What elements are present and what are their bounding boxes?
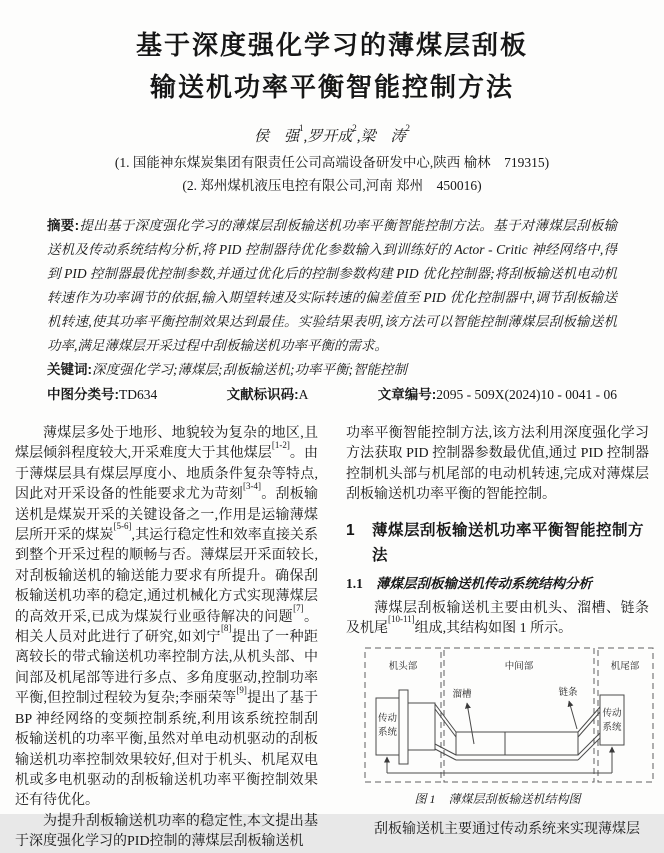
chain-pointer-arrow <box>569 701 577 729</box>
doc-code-value: A <box>298 387 309 402</box>
section-1-title: 薄煤层刮板输送机功率平衡智能控制方法 <box>372 521 645 564</box>
section-1-number: 1 <box>346 521 356 539</box>
chain-line <box>435 709 456 737</box>
affiliation-1: (1. 国能神东煤炭集团有限责任公司高端设备研发中心,陕西 榆林 719315) <box>114 155 550 170</box>
tail-drive-label-1: 传动 <box>602 709 622 720</box>
chain-line <box>435 749 456 760</box>
chain-line <box>578 738 600 760</box>
clc-field <box>47 383 157 407</box>
doc-code-field <box>227 383 309 407</box>
chain-label: 链条 <box>558 688 578 699</box>
affiliation-2: (2. 郑州煤机液压电控有限公司,河南 郑州 450016) <box>182 178 482 193</box>
chain-line <box>578 712 600 737</box>
section-1-1-paragraph: 薄煤层刮板输送机主要由机头、溜槽、链条及机尾[10-11]组成,其结构如图 1 所示。 <box>346 600 649 637</box>
authors-line: 侯 强$^1$,罗开成$^2$,梁 涛$^2$ <box>253 122 411 145</box>
head-drive-label-1: 传动 <box>377 714 398 725</box>
paper-title-line-1: 基于深度强化学习的薄煤层刮板 <box>135 30 528 60</box>
section-1-1-title: 薄煤层刮板输送机传动系统结构分析 <box>376 575 592 591</box>
clc-value: TD634 <box>119 387 158 402</box>
article-number-field <box>378 383 617 407</box>
figure-caption-number: 图 1 <box>414 792 436 807</box>
chain-line <box>578 733 600 755</box>
right-column <box>346 424 649 853</box>
paper-title-line-2: 输送机功率平衡智能控制方法 <box>149 72 514 102</box>
head-sprocket-block <box>408 703 435 750</box>
intro-paragraph-1: 薄煤层多处于地形、地貌较为复杂的地区,且煤层倾斜程度较大,开采难度大于其他煤层[1-2]。由于薄煤层具有煤层厚度小、地质条件复杂等特点,因此对开采设备的性能要求尤为苛刻[3-4]。刮板输送机是煤炭开采的关键设备之一,作用是运输薄煤层所开采的煤炭[5-6],其运行稳定性和效率直接关系到整个开采过程的顺畅与否。薄煤层开采面较长,对刮板输送机的输送能力要求有所提升。确保刮板输送机功率的稳定,通过机械化方式实现薄煤层的高效开采,已成为煤炭行业亟待解决的问题[7]。相关人员对此进行了研究,如刘宁[8]提出了一种距离较长的带式输送机功率控制方法,从机头部、中间部及机尾部等进行多点、多角度驱动,控制功率平衡,但控制过程较为复杂;李丽荣等[9]提出了基于 BP 神经网络的变频控制系统,利用该系统控制刮板输送机的功率平衡,虽然对单电动机驱动的刮板输送机功率控制效果较好,但对于机头、机尾双电机或多电机驱动的刮板输送机功率平衡控制效果还有待优化。 <box>15 426 319 809</box>
section-1-1-heading <box>346 573 649 595</box>
chute-label: 溜槽 <box>452 690 472 701</box>
abstract-label: 摘要: <box>47 218 80 233</box>
head-drive-box <box>376 698 399 755</box>
abstract-paragraph <box>47 214 617 358</box>
clc-label: 中图分类号: <box>47 387 119 402</box>
paper-title <box>15 24 649 108</box>
head-section-label: 机头部 <box>388 662 418 673</box>
conveyor-structure-figure <box>346 646 649 808</box>
figure-caption-text: 薄煤层刮板输送机结构图 <box>448 792 581 807</box>
closing-paragraph: 刮板输送机主要通过传动系统来实现薄煤层 <box>374 822 640 838</box>
section-1-heading <box>346 518 649 568</box>
affiliations <box>15 151 649 197</box>
chain-line <box>578 707 600 732</box>
figure-caption <box>346 790 649 808</box>
tail-drive-label-2: 系统 <box>602 723 622 734</box>
intro-paragraph-2: 为提升刮板输送机功率的稳定性,本文提出基于深度强化学习的PID控制的薄煤层刮板输送机 <box>15 813 318 850</box>
article-number-value: 2095 - 509X(2024)10 - 0041 - 06 <box>436 387 617 402</box>
middle-section-label: 中间部 <box>504 662 534 673</box>
keywords-text: 深度强化学习;薄煤层;刮板输送机;功率平衡;智能控制 <box>92 362 407 377</box>
head-shaft <box>399 690 408 764</box>
classification-line <box>47 383 617 407</box>
section-1-1-number: 1.1 <box>346 575 363 591</box>
two-column-body <box>15 424 649 853</box>
conveyor-structure-diagram <box>346 646 656 786</box>
tail-drive-box <box>600 695 624 745</box>
keywords-line <box>47 358 617 382</box>
tail-section-label: 机尾部 <box>610 662 640 673</box>
front-matter-block <box>47 214 617 407</box>
left-column <box>15 424 318 853</box>
chain-line <box>435 704 456 732</box>
head-drive-label-2: 系统 <box>377 728 398 739</box>
keywords-label: 关键词: <box>47 362 92 377</box>
abstract-text: 提出基于深度强化学习的薄煤层刮板输送机功率平衡智能控制方法。基于对薄煤层刮板输送机及传动系统结构分析,将 PID 控制器待优化参数输入到训练好的 Actor - Critic 神经网络中,得到 PID 控制器最优控制参数,并通过优化后的控制参数构建 PID 优化控制器;将刮板输送机电动机转速作为功率调节的依据,输入期望转速及实际转速的偏差值至 PID 优化控制器中,调节刮板输送机转速,使其功率平衡控制效果达到最佳。实验结果表明,该方法可以智能控制薄煤层刮板输送机功率,满足薄煤层开采过程中刮板输送机功率平衡的需求。 <box>47 218 618 353</box>
intro-paragraph-2-continued: 功率平衡智能控制方法,该方法利用深度强化学习方法获取 PID 控制器参数最优值,通过 PID 控制器控制机头部与机尾部的电动机转速,完成对薄煤层刮板输送机功率平衡的智能控制。 <box>346 426 649 503</box>
chain-line <box>435 744 456 755</box>
article-number-label: 文章编号: <box>377 387 437 402</box>
doc-code-label: 文献标识码: <box>226 387 299 402</box>
